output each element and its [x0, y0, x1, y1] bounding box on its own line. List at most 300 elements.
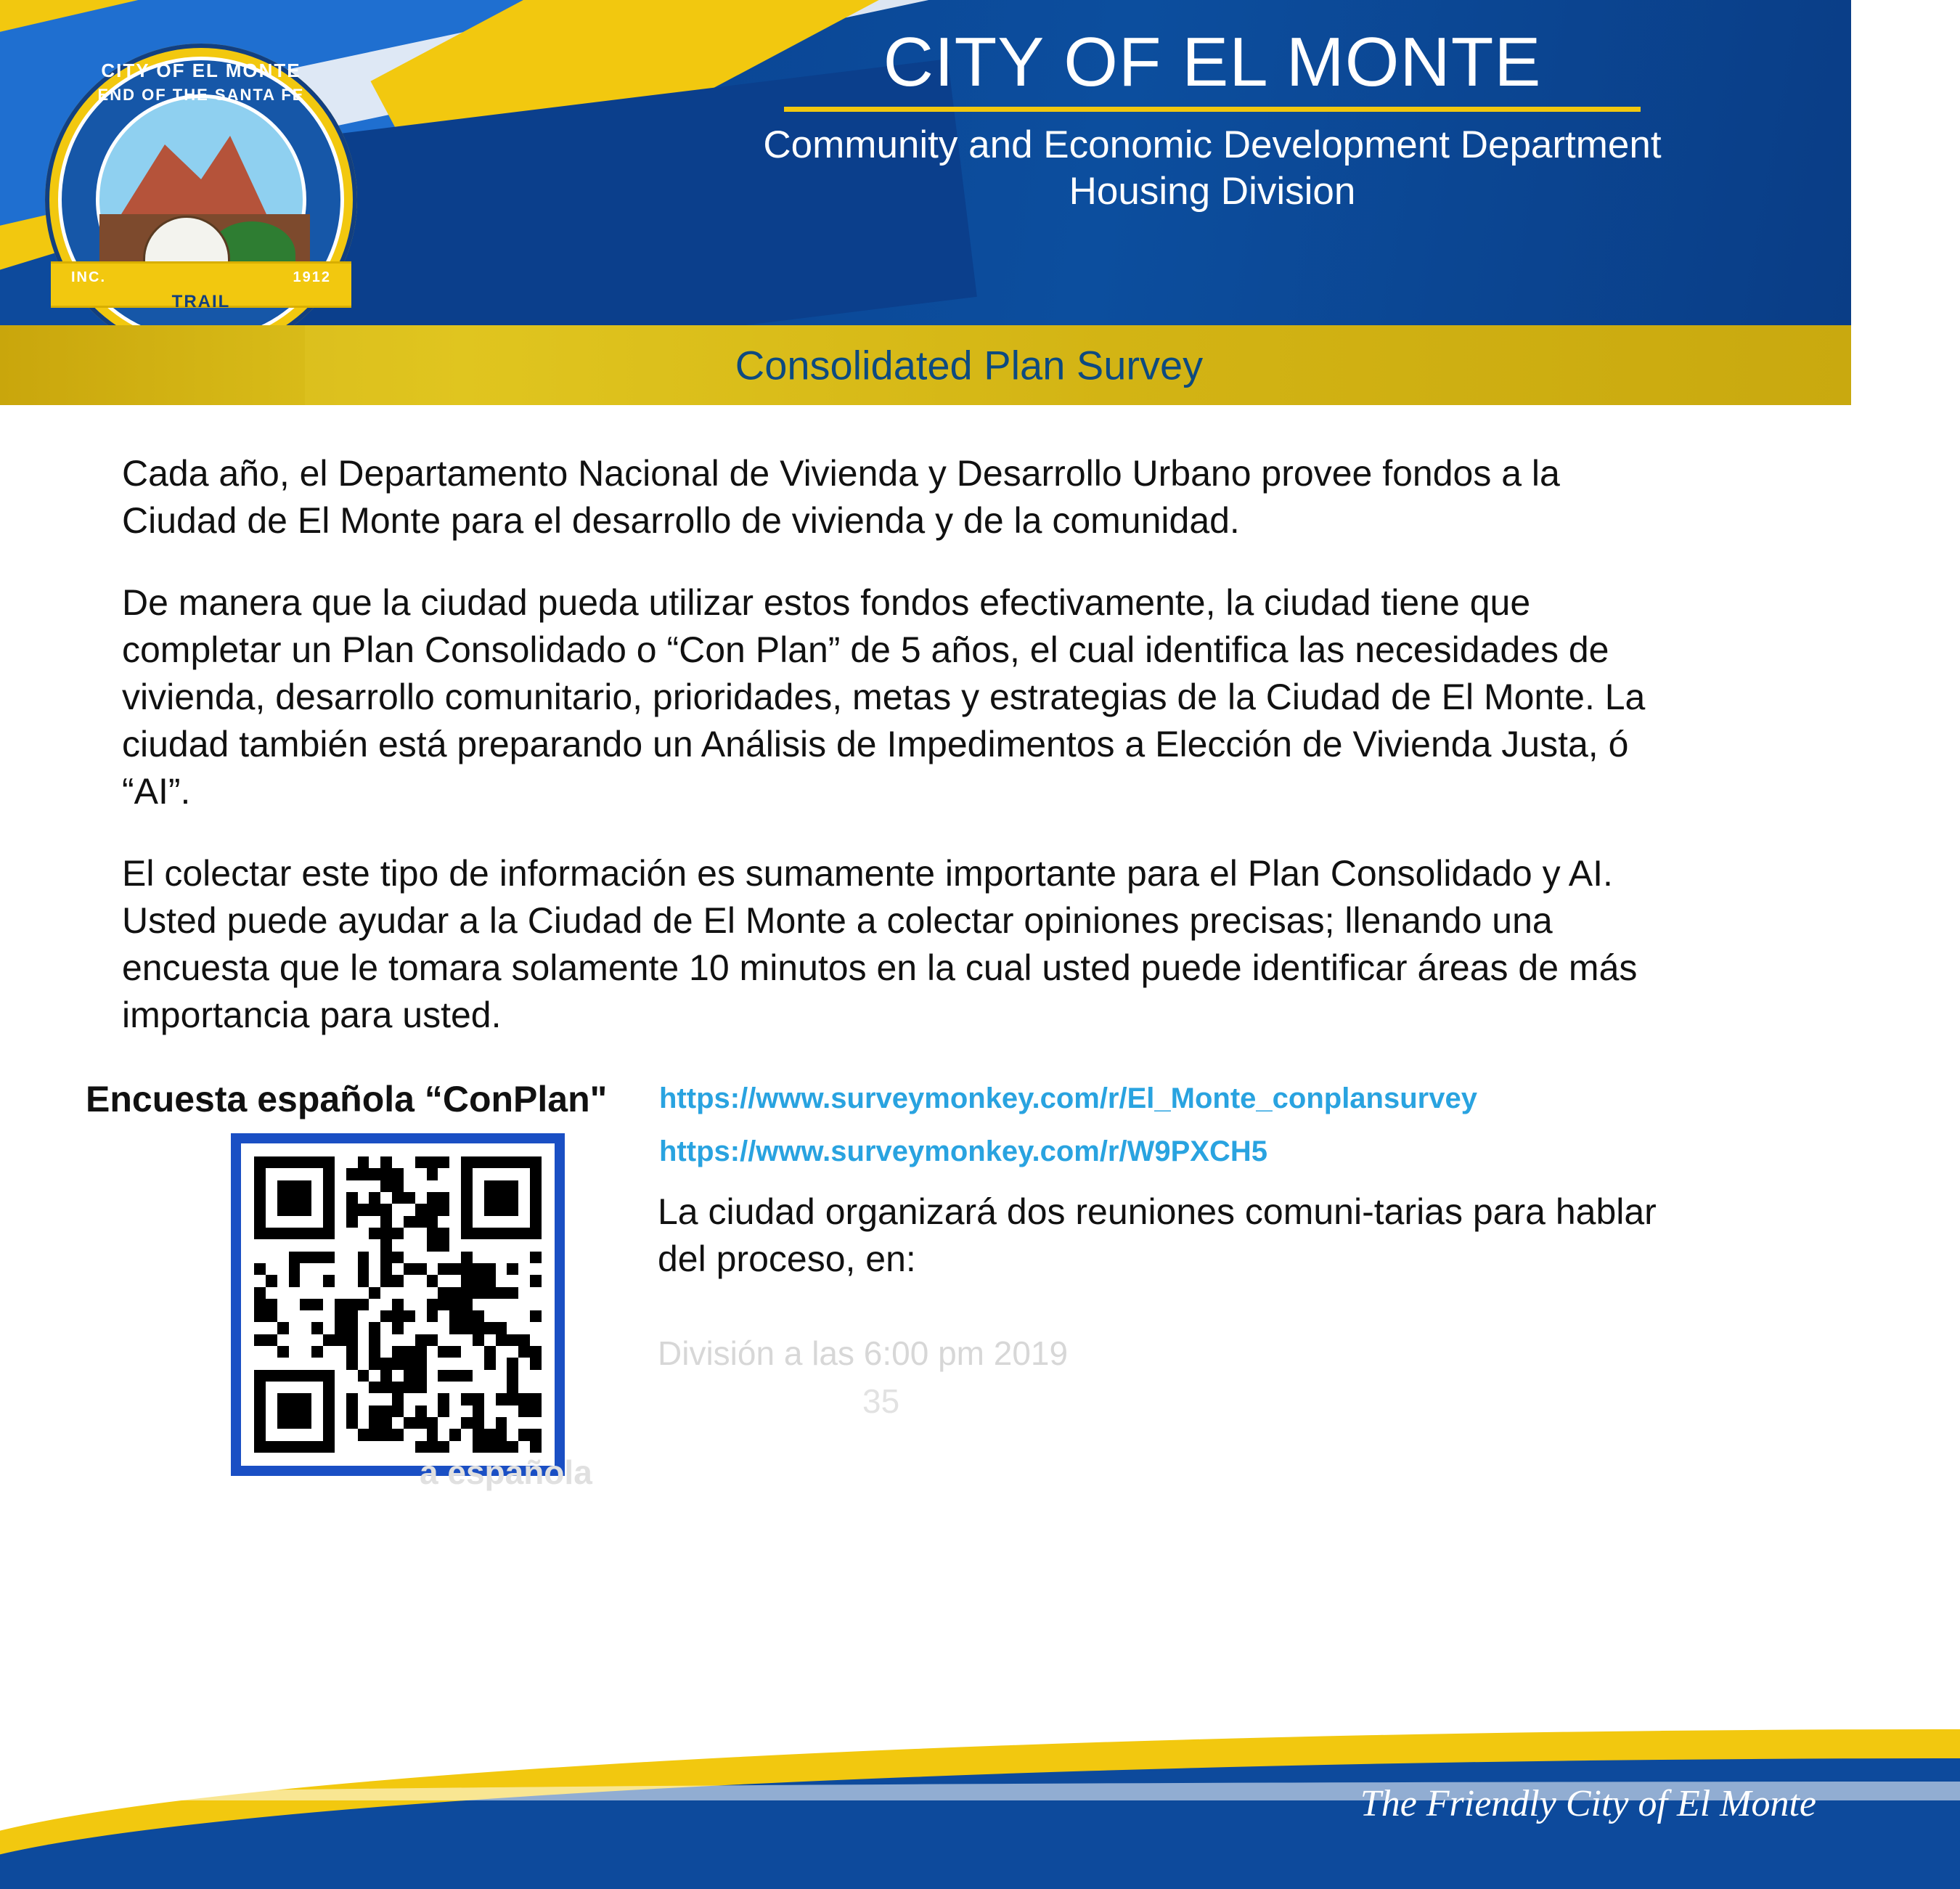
- qr-module: [289, 1204, 301, 1215]
- qr-module: [300, 1228, 311, 1239]
- qr-module: [300, 1358, 311, 1369]
- qr-module: [323, 1417, 335, 1429]
- qr-module: [369, 1204, 380, 1215]
- seal-year-text: 1912: [293, 269, 331, 285]
- qr-module: [311, 1287, 323, 1299]
- qr-module: [300, 1216, 311, 1228]
- qr-module: [415, 1263, 427, 1275]
- qr-module: [392, 1358, 404, 1369]
- qr-module: [530, 1393, 542, 1405]
- page-title: CITY OF EL MONTE: [883, 23, 1542, 101]
- qr-module: [266, 1168, 277, 1180]
- qr-module: [507, 1382, 518, 1393]
- qr-module: [461, 1417, 473, 1429]
- qr-module: [484, 1263, 496, 1275]
- qr-module: [346, 1441, 358, 1453]
- qr-module: [484, 1358, 496, 1369]
- qr-module: [266, 1441, 277, 1453]
- qr-module: [335, 1287, 346, 1299]
- qr-module: [380, 1405, 392, 1417]
- qr-module: [380, 1382, 392, 1393]
- qr-module: [427, 1334, 438, 1346]
- qr-module: [461, 1382, 473, 1393]
- qr-module: [380, 1334, 392, 1346]
- qr-module: [473, 1370, 484, 1382]
- qr-module: [346, 1310, 358, 1322]
- title-underline: [784, 107, 1641, 112]
- qr-module: [530, 1168, 542, 1180]
- qr-module: [427, 1192, 438, 1204]
- qr-module: [507, 1192, 518, 1204]
- qr-module: [346, 1228, 358, 1239]
- qr-module: [335, 1322, 346, 1334]
- qr-module: [300, 1180, 311, 1192]
- survey-label: Encuesta española “ConPlan": [86, 1079, 608, 1119]
- qr-module: [415, 1417, 427, 1429]
- qr-module: [277, 1252, 289, 1263]
- seal-top-text: CITY OF EL MONTE: [101, 60, 301, 81]
- qr-module: [496, 1180, 507, 1192]
- qr-module: [346, 1204, 358, 1215]
- qr-module: [404, 1216, 415, 1228]
- qr-module: [461, 1204, 473, 1215]
- qr-module: [507, 1299, 518, 1310]
- qr-module: [496, 1228, 507, 1239]
- qr-module: [518, 1216, 530, 1228]
- qr-module: [369, 1370, 380, 1382]
- qr-module: [266, 1429, 277, 1440]
- qr-module: [518, 1252, 530, 1263]
- qr-module: [277, 1346, 289, 1358]
- qr-module: [300, 1322, 311, 1334]
- qr-module: [473, 1168, 484, 1180]
- qr-module: [473, 1346, 484, 1358]
- qr-module: [461, 1263, 473, 1275]
- qr-module: [473, 1310, 484, 1322]
- seal-mountain-shape: [121, 127, 266, 214]
- qr-module: [289, 1405, 301, 1417]
- qr-module: [323, 1358, 335, 1369]
- qr-module: [507, 1252, 518, 1263]
- qr-module: [369, 1168, 380, 1180]
- qr-module: [518, 1441, 530, 1453]
- qr-module: [415, 1405, 427, 1417]
- qr-module: [380, 1441, 392, 1453]
- qr-module: [323, 1429, 335, 1440]
- qr-module: [358, 1228, 369, 1239]
- qr-module: [335, 1216, 346, 1228]
- qr-module: [300, 1405, 311, 1417]
- qr-module: [449, 1441, 461, 1453]
- qr-module: [496, 1168, 507, 1180]
- qr-module: [507, 1168, 518, 1180]
- qr-module: [323, 1216, 335, 1228]
- qr-module: [311, 1192, 323, 1204]
- survey-link-1[interactable]: https://www.surveymonkey.com/r/El_Monte_conplansurvey: [659, 1082, 1477, 1114]
- qr-module: [473, 1358, 484, 1369]
- qr-module: [427, 1310, 438, 1322]
- qr-module: [415, 1156, 427, 1168]
- body-paragraph-2: De manera que la ciudad pueda utilizar estos fondos efectivamente, la ciudad tiene que completar un Plan Consolidado o “Con Plan” de 5 años, el cual identifica las necesidades de vivienda, desarrollo comunitario, prioridades, metas y estrategias de la Ciudad de El Monte. La ciudad también está preparando un Análisis de Impedimentos a Elección de Vivienda Justa, ó “AI”.: [122, 582, 1646, 812]
- qr-module: [507, 1228, 518, 1239]
- qr-module: [449, 1156, 461, 1168]
- qr-module: [380, 1239, 392, 1251]
- qr-module: [369, 1180, 380, 1192]
- qr-module: [311, 1334, 323, 1346]
- qr-module: [323, 1263, 335, 1275]
- qr-module: [461, 1252, 473, 1263]
- qr-module: [380, 1346, 392, 1358]
- qr-module: [461, 1346, 473, 1358]
- qr-module: [380, 1263, 392, 1275]
- qr-module: [461, 1299, 473, 1310]
- qr-module: [507, 1180, 518, 1192]
- qr-module: [289, 1334, 301, 1346]
- qr-module: [300, 1334, 311, 1346]
- header-titles: [624, 23, 1800, 216]
- qr-module: [473, 1322, 484, 1334]
- qr-module: [311, 1275, 323, 1286]
- qr-module: [346, 1322, 358, 1334]
- qr-module: [358, 1370, 369, 1382]
- qr-module: [266, 1393, 277, 1405]
- qr-module: [518, 1156, 530, 1168]
- qr-module: [380, 1393, 392, 1405]
- qr-module: [277, 1275, 289, 1286]
- qr-module: [415, 1228, 427, 1239]
- qr-module: [449, 1417, 461, 1429]
- qr-module: [266, 1180, 277, 1192]
- qr-module: [346, 1358, 358, 1369]
- qr-module: [507, 1370, 518, 1382]
- qr-module: [323, 1334, 335, 1346]
- qr-module: [335, 1239, 346, 1251]
- qr-module: [266, 1252, 277, 1263]
- qr-module: [415, 1192, 427, 1204]
- seal-inc-text: INC.: [71, 269, 106, 285]
- qr-module: [438, 1441, 449, 1453]
- qr-module: [449, 1370, 461, 1382]
- qr-module: [289, 1287, 301, 1299]
- qr-module: [323, 1370, 335, 1382]
- qr-module: [518, 1228, 530, 1239]
- qr-code-grid: [254, 1156, 542, 1453]
- qr-module: [392, 1429, 404, 1440]
- survey-link-2[interactable]: https://www.surveymonkey.com/r/W9PXCH5: [659, 1135, 1267, 1167]
- qr-module: [427, 1216, 438, 1228]
- qr-code[interactable]: [231, 1133, 565, 1476]
- qr-module: [346, 1156, 358, 1168]
- qr-module: [266, 1346, 277, 1358]
- qr-module: [335, 1263, 346, 1275]
- qr-module: [277, 1382, 289, 1393]
- qr-module: [461, 1180, 473, 1192]
- qr-module: [438, 1239, 449, 1251]
- qr-module: [530, 1252, 542, 1263]
- qr-module: [449, 1393, 461, 1405]
- qr-module: [358, 1252, 369, 1263]
- qr-module: [300, 1192, 311, 1204]
- qr-module: [473, 1299, 484, 1310]
- qr-module: [530, 1346, 542, 1358]
- banner-bar: [0, 325, 1851, 405]
- qr-module: [358, 1156, 369, 1168]
- qr-module: [484, 1252, 496, 1263]
- qr-module: [449, 1168, 461, 1180]
- qr-module: [358, 1382, 369, 1393]
- qr-module: [254, 1252, 266, 1263]
- qr-module: [323, 1204, 335, 1215]
- qr-module: [311, 1156, 323, 1168]
- qr-module: [461, 1168, 473, 1180]
- qr-module: [380, 1275, 392, 1286]
- qr-module: [369, 1263, 380, 1275]
- qr-module: [346, 1168, 358, 1180]
- qr-module: [266, 1239, 277, 1251]
- qr-module: [427, 1346, 438, 1358]
- qr-module: [484, 1216, 496, 1228]
- qr-module: [392, 1334, 404, 1346]
- qr-module: [277, 1216, 289, 1228]
- qr-module: [404, 1228, 415, 1239]
- qr-module: [496, 1216, 507, 1228]
- qr-module: [323, 1156, 335, 1168]
- qr-module: [392, 1299, 404, 1310]
- qr-module: [289, 1156, 301, 1168]
- qr-module: [518, 1287, 530, 1299]
- qr-module: [266, 1287, 277, 1299]
- qr-module: [289, 1417, 301, 1429]
- qr-module: [369, 1358, 380, 1369]
- qr-module: [289, 1370, 301, 1382]
- qr-module: [277, 1263, 289, 1275]
- qr-module: [438, 1334, 449, 1346]
- qr-module: [346, 1346, 358, 1358]
- qr-module: [335, 1346, 346, 1358]
- qr-module: [449, 1180, 461, 1192]
- qr-module: [323, 1168, 335, 1180]
- qr-module: [289, 1239, 301, 1251]
- qr-module: [404, 1156, 415, 1168]
- qr-module: [404, 1393, 415, 1405]
- qr-module: [518, 1263, 530, 1275]
- qr-module: [496, 1310, 507, 1322]
- qr-module: [289, 1216, 301, 1228]
- qr-module: [358, 1346, 369, 1358]
- qr-module: [518, 1346, 530, 1358]
- qr-module: [277, 1168, 289, 1180]
- qr-module: [427, 1370, 438, 1382]
- qr-module: [507, 1346, 518, 1358]
- qr-module: [335, 1429, 346, 1440]
- qr-module: [415, 1393, 427, 1405]
- qr-module: [346, 1429, 358, 1440]
- qr-module: [473, 1192, 484, 1204]
- qr-module: [518, 1204, 530, 1215]
- seal-mid-text: END OF THE SANTA FE: [97, 86, 305, 104]
- qr-module: [335, 1334, 346, 1346]
- seal-trail-text: TRAIL: [171, 292, 231, 311]
- qr-module: [438, 1252, 449, 1263]
- qr-module: [335, 1204, 346, 1215]
- qr-module: [311, 1252, 323, 1263]
- qr-module: [266, 1228, 277, 1239]
- qr-module: [438, 1168, 449, 1180]
- qr-module: [473, 1405, 484, 1417]
- qr-module: [266, 1275, 277, 1286]
- qr-module: [449, 1405, 461, 1417]
- qr-module: [369, 1252, 380, 1263]
- qr-module: [289, 1429, 301, 1440]
- qr-module: [335, 1192, 346, 1204]
- qr-module: [392, 1204, 404, 1215]
- qr-module: [335, 1299, 346, 1310]
- qr-module: [289, 1168, 301, 1180]
- qr-module: [358, 1358, 369, 1369]
- qr-module: [277, 1441, 289, 1453]
- qr-module: [266, 1263, 277, 1275]
- qr-module: [473, 1180, 484, 1192]
- qr-module: [461, 1429, 473, 1440]
- qr-module: [496, 1252, 507, 1263]
- qr-module: [300, 1417, 311, 1429]
- qr-module: [254, 1393, 266, 1405]
- qr-module: [484, 1382, 496, 1393]
- qr-module: [427, 1322, 438, 1334]
- qr-module: [311, 1370, 323, 1382]
- qr-module: [427, 1393, 438, 1405]
- qr-module: [404, 1287, 415, 1299]
- qr-module: [346, 1239, 358, 1251]
- qr-module: [300, 1441, 311, 1453]
- qr-module: [404, 1252, 415, 1263]
- qr-module: [266, 1334, 277, 1346]
- qr-module: [507, 1263, 518, 1275]
- division-name: Housing Division: [1069, 170, 1356, 213]
- qr-module: [335, 1393, 346, 1405]
- qr-module: [449, 1192, 461, 1204]
- qr-module: [311, 1216, 323, 1228]
- city-seal: [45, 44, 357, 356]
- qr-module: [473, 1429, 484, 1440]
- qr-module: [289, 1322, 301, 1334]
- qr-module: [530, 1228, 542, 1239]
- qr-module: [323, 1382, 335, 1393]
- qr-module: [369, 1334, 380, 1346]
- qr-module: [300, 1429, 311, 1440]
- qr-module: [380, 1180, 392, 1192]
- qr-module: [473, 1417, 484, 1429]
- qr-module: [289, 1441, 301, 1453]
- qr-module: [266, 1358, 277, 1369]
- qr-module: [311, 1322, 323, 1334]
- qr-module: [484, 1393, 496, 1405]
- qr-module: [358, 1204, 369, 1215]
- qr-module: [392, 1192, 404, 1204]
- qr-module: [277, 1239, 289, 1251]
- qr-module: [427, 1441, 438, 1453]
- qr-module: [335, 1168, 346, 1180]
- qr-module: [449, 1263, 461, 1275]
- qr-module: [496, 1287, 507, 1299]
- qr-module: [254, 1204, 266, 1215]
- qr-module: [311, 1168, 323, 1180]
- qr-module: [438, 1393, 449, 1405]
- qr-module: [461, 1334, 473, 1346]
- qr-module: [518, 1405, 530, 1417]
- body-paragraph-3: El colectar este tipo de información es sumamente importante para el Plan Consolidado y AI. Usted puede ayudar a la Ciudad de El Monte a colectar opiniones precisas; llenando una encuesta que le tomara solamente 10 minutos en la cual usted puede identificar áreas de más importancia para usted.: [122, 853, 1638, 1035]
- qr-module: [346, 1263, 358, 1275]
- qr-module: [346, 1382, 358, 1393]
- qr-module: [358, 1334, 369, 1346]
- qr-module: [507, 1393, 518, 1405]
- qr-module: [323, 1405, 335, 1417]
- qr-module: [323, 1393, 335, 1405]
- qr-module: [518, 1358, 530, 1369]
- qr-module: [311, 1417, 323, 1429]
- qr-module: [530, 1358, 542, 1369]
- qr-module: [530, 1299, 542, 1310]
- qr-module: [449, 1287, 461, 1299]
- qr-module: [507, 1216, 518, 1228]
- qr-module: [473, 1252, 484, 1263]
- qr-module: [254, 1441, 266, 1453]
- qr-module: [496, 1263, 507, 1275]
- qr-module: [473, 1393, 484, 1405]
- qr-module: [415, 1441, 427, 1453]
- qr-module: [266, 1204, 277, 1215]
- qr-module: [369, 1216, 380, 1228]
- qr-module: [300, 1239, 311, 1251]
- qr-module: [473, 1263, 484, 1275]
- qr-module: [311, 1204, 323, 1215]
- qr-module: [277, 1192, 289, 1204]
- qr-module: [346, 1275, 358, 1286]
- qr-module: [438, 1228, 449, 1239]
- qr-module: [266, 1370, 277, 1382]
- qr-module: [484, 1180, 496, 1192]
- qr-module: [507, 1239, 518, 1251]
- qr-module: [438, 1275, 449, 1286]
- qr-module: [300, 1299, 311, 1310]
- qr-module: [404, 1239, 415, 1251]
- qr-module: [404, 1334, 415, 1346]
- qr-module: [404, 1263, 415, 1275]
- qr-module: [473, 1228, 484, 1239]
- qr-module: [369, 1417, 380, 1429]
- qr-module: [254, 1287, 266, 1299]
- qr-module: [530, 1441, 542, 1453]
- qr-module: [530, 1275, 542, 1286]
- qr-module: [404, 1441, 415, 1453]
- qr-module: [461, 1358, 473, 1369]
- qr-module: [427, 1180, 438, 1192]
- qr-module: [518, 1334, 530, 1346]
- qr-module: [484, 1287, 496, 1299]
- qr-module: [415, 1252, 427, 1263]
- qr-module: [358, 1299, 369, 1310]
- qr-module: [404, 1192, 415, 1204]
- qr-module: [369, 1192, 380, 1204]
- qr-module: [358, 1405, 369, 1417]
- qr-module: [404, 1180, 415, 1192]
- qr-module: [427, 1405, 438, 1417]
- qr-module: [311, 1310, 323, 1322]
- qr-module: [311, 1299, 323, 1310]
- qr-module: [358, 1192, 369, 1204]
- qr-module: [277, 1393, 289, 1405]
- qr-module: [300, 1287, 311, 1299]
